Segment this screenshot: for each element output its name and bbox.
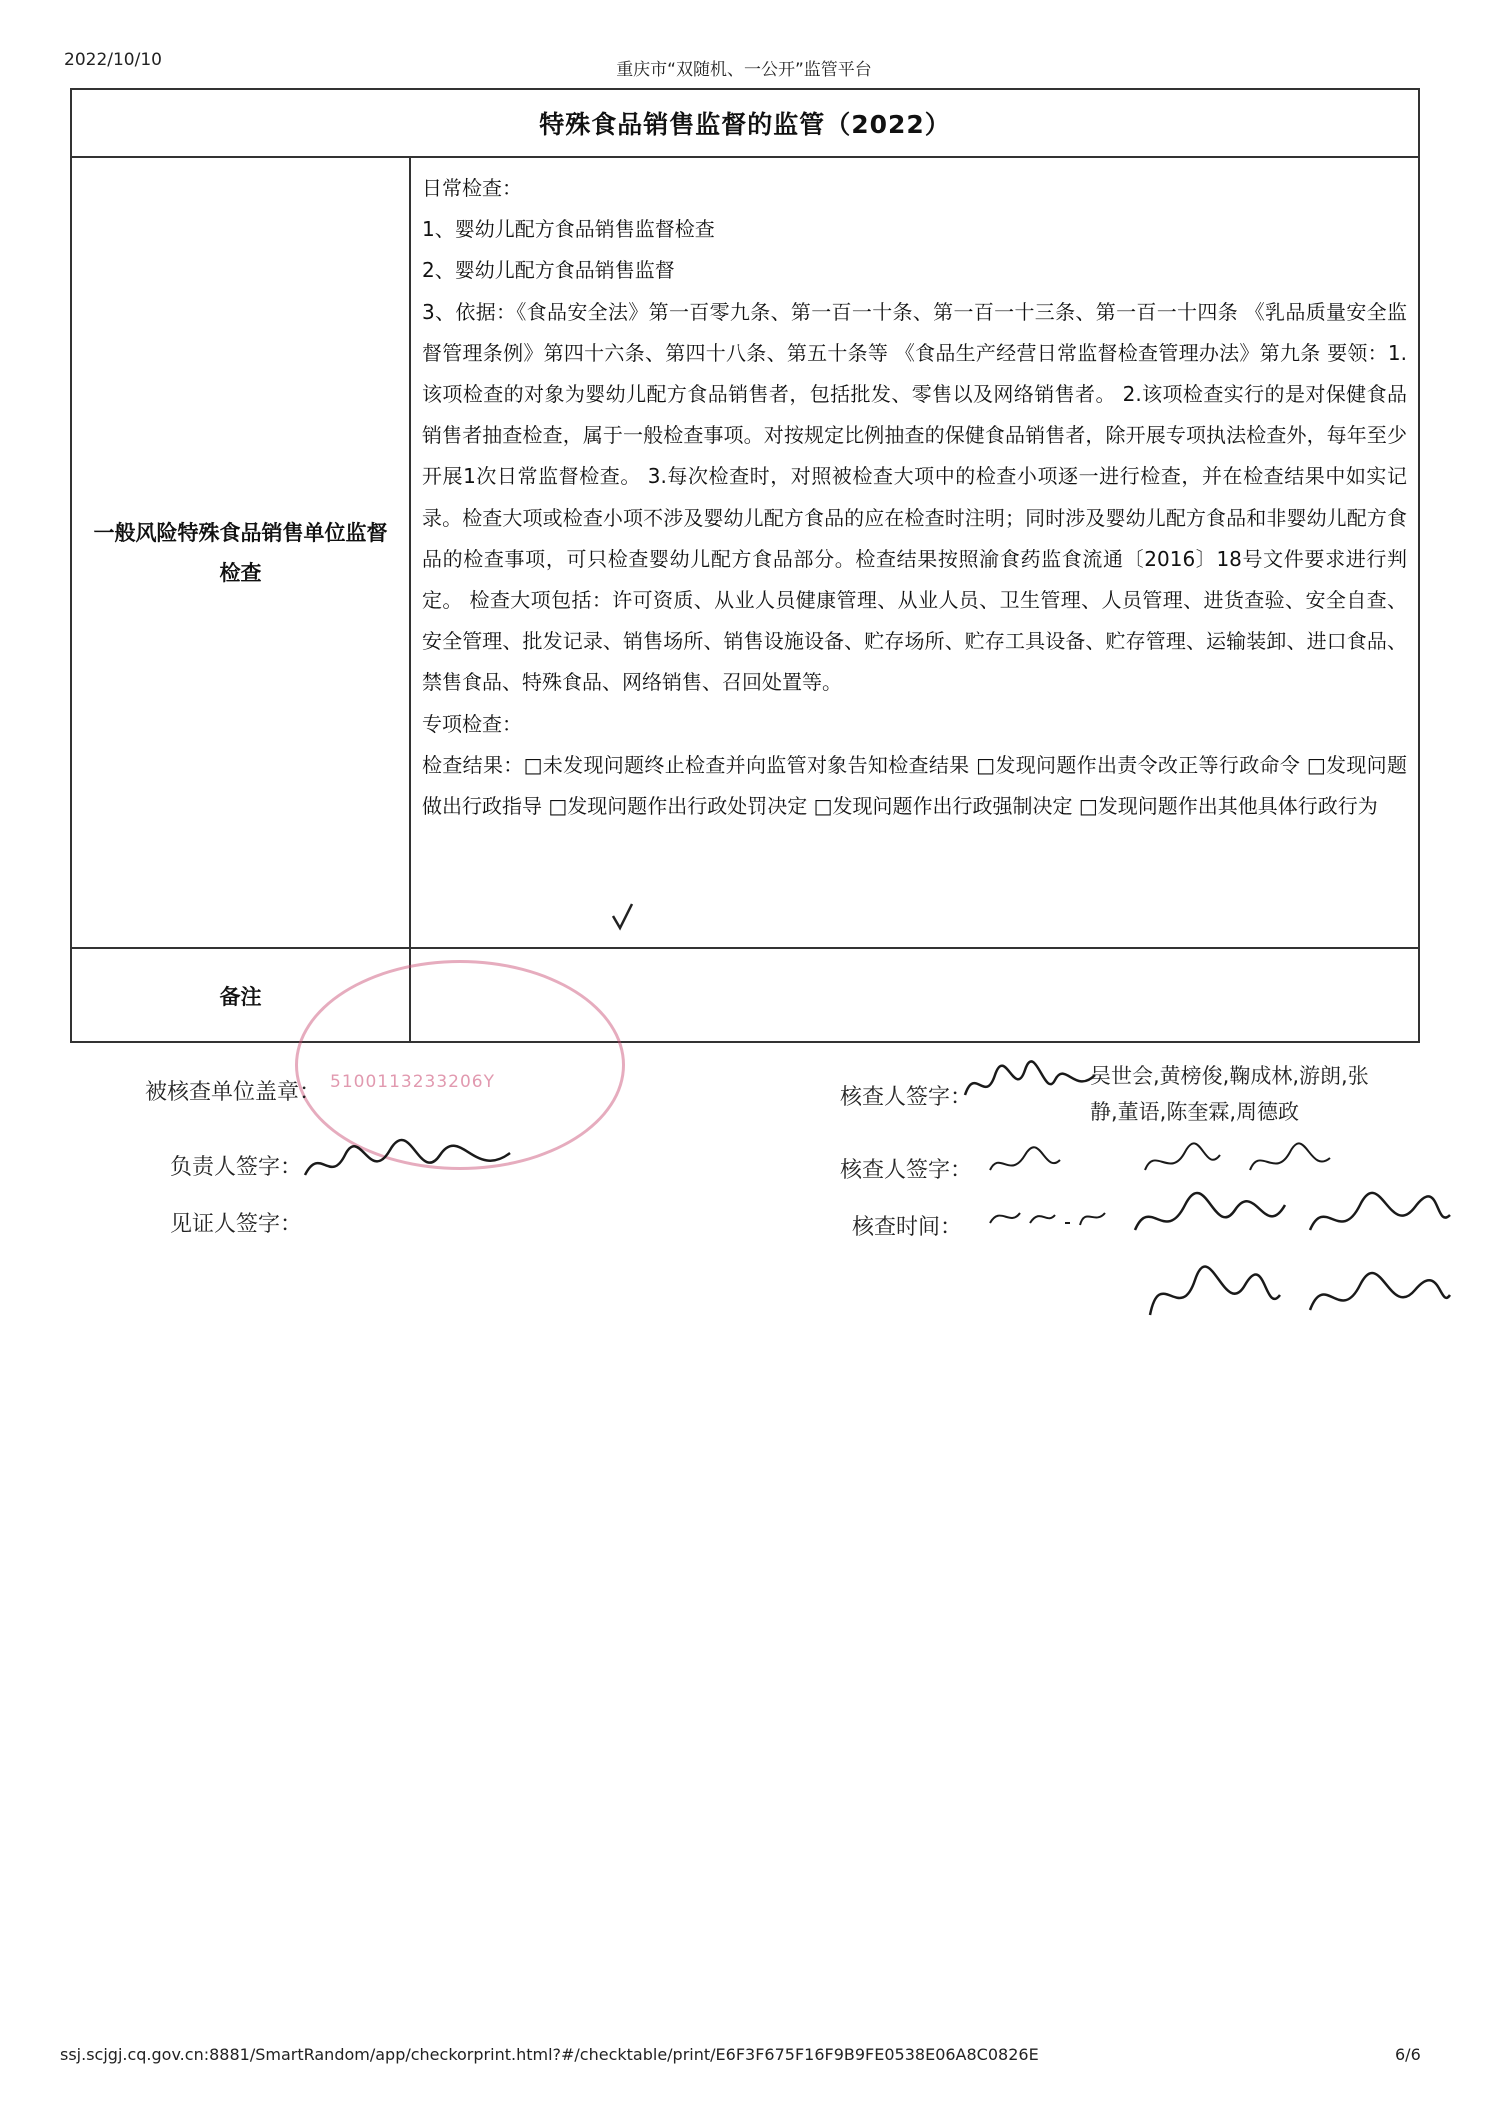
inspector-names: 吴世会,黄榜俊,鞠成林,游朗,张静,董语,陈奎霖,周德政 [1090,1064,1369,1124]
inspection-time-label: 核查时间： [852,1215,963,1240]
footer-url: ssj.scjgj.cq.gov.cn:8881/SmartRandom/app/checkorprint.html?#/checktable/print/E6F3F675F16F9B9FE0538E06A8C0826E [60,2045,1039,2064]
form-title: 特殊食品销售监督的监管（2022） [72,90,1418,158]
witness-label: 见证人签字： [170,1212,303,1237]
unit-seal-label: 被核查单位盖章： [145,1080,322,1105]
content-item-1: 1、婴幼儿配方食品销售监督检查 [422,217,715,242]
handwritten-signature-responsible [300,1135,520,1195]
special-heading: 专项检查： [422,711,522,736]
inspection-result: 检查结果：□未发现问题终止检查并向监管对象告知检查结果 □发现问题作出责令改正等行政命令 □发现问题做出行政指导 □发现问题作出行政处罚决定 □发现问题作出行政强制决定 □发现问题作出其他具体行政行为 [422,752,1407,819]
print-date: 2022/10/10 [64,50,162,70]
handwritten-signature-2 [985,1140,1345,1190]
handwritten-signature-3 [1125,1185,1455,1335]
inspector-label-2: 核查人签字： [840,1158,973,1183]
inspection-content [422,168,1407,827]
inspection-form-table [70,88,1420,1043]
handwritten-signature-1 [960,1060,1100,1110]
checkmark-icon [610,902,636,932]
inspector-label-1: 核查人签字： [840,1085,973,1110]
platform-title: 重庆市“双随机、一公开”监管平台 [616,60,872,80]
inspection-item-label: 一般风险特殊食品销售单位监督检查 [93,520,388,585]
content-item-2: 2、婴幼儿配方食品销售监督 [422,258,675,283]
content-item-3: 3、依据：《食品安全法》第一百零九条、第一百一十条、第一百一十三条、第一百一十四条 《乳品质量安全监督管理条例》第四十六条、第四十八条、第五十条等 《食品生产经营日常监督检查管理办法》第九条 要领：1.该项检查的对象为婴幼儿配方食品销售者，包括批发、零售以及网络销售者。 2.该项检查实行的是对保健食品销售者抽查检查，属于一般检查事项。对按规定比例抽查的保健食品销售者，除开展专项执法检查外，每年至少开展1次日常监督检查。 3.每次检查时，对照被检查大项中的检查小项逐一进行检查，并在检查结果中如实记录。检查大项或检查小项不涉及婴幼儿配方食品的应在检查时注明；同时涉及婴幼儿配方食品和非婴幼儿配方食品的检查事项，可只检查婴幼儿配方食品部分。检查结果按照渝食药监食流通〔2016〕18号文件要求进行判定。 检查大项包括：许可资质、从业人员健康管理、从业人员、卫生管理、人员管理、进货查验、安全自查、安全管理、批发记录、销售场所、销售设施设备、贮存场所、贮存工具设备、贮存管理、运输装卸、进口食品、禁售食品、特殊食品、网络销售、召回处置等。 [422,299,1407,695]
routine-heading: 日常检查： [422,176,522,200]
seal-code: 5100113233206Y [330,1072,495,1092]
responsible-label: 负责人签字： [170,1155,303,1180]
page-number: 6/6 [1395,2045,1421,2064]
handwritten-date [985,1195,1115,1235]
column-divider [409,158,411,1043]
remark-label: 备注 [219,985,262,1009]
